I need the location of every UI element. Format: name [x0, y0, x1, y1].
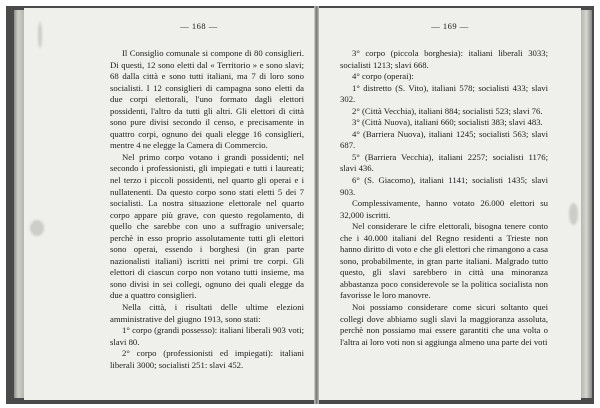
- paragraph: 2° (Città Vecchia), italiani 884; socialisti 523; slavi 76.: [352, 105, 543, 116]
- paper-stain: [30, 220, 44, 236]
- paragraph: 2° corpo (professionisti ed impiegati): italiani liberali 3000; socialisti 251: slavi 452.: [110, 348, 304, 370]
- paragraph: 4° (Barriera Nuova), italiani 1245; socialisti 563; slavi 687.: [340, 128, 548, 151]
- paragraph: Nella città, i risultati delle ultime elezioni amministrative del giugno 1913, sono stati:: [110, 302, 304, 324]
- paragraph: 6° (S. Giacomo), italiani 1141; socialisti 1435; slavi 903.: [340, 175, 548, 197]
- paragraph: 1° distretto (S. Vito), italiani 578; socialisti 433; slavi 302.: [340, 82, 548, 105]
- paragraph: 5° (Barriera Vecchia), italiani 2257; socialisti 1176; slavi 436.: [340, 151, 548, 174]
- page-edge-left: [14, 10, 24, 398]
- page-text: [110, 48, 304, 371]
- page-number: — 169 —: [431, 21, 469, 31]
- paragraph: Noi possiamo considerare come sicuri soltanto quei collegi dove abbiamo sugli slavi la maggioranza assoluta, perchè non possiamo mai essere garantiti che una volta o l'altra ai loro voti non si aggiunga almeno una parte dei voti: [340, 302, 548, 347]
- paragraph: 3° corpo (piccola borghesia): italiani liberali 3033; socialisti 1213; slavi 668.: [340, 48, 548, 70]
- paragraph: Complessivamente, hanno votato 26.000 elettori su 32,000 iscritti.: [340, 198, 548, 220]
- paper-stain: [38, 22, 42, 48]
- page-edge-right: [581, 10, 592, 398]
- paragraph: Il Consiglio comunale si compone di 80 consiglieri. Di questi, 12 sono eletti dal « Territorio » e sono slavi; 68 dalla città e sono tutti italiani, ma 7 di loro sono socialisti. I 12 consiglieri di campagna sono eletti da due corpi elettorali, l'uno formato dagli elettori possidenti, l'altro da tutti gli altri. Gli elettori di città sono pure divisi secondo il censo, e precisamente in quattro corpi, ognuno dei quali elegge 16 consiglieri, mentre 4 ne elegge la Camera di Commercio.: [110, 48, 304, 151]
- paragraph: 1° corpo (grandi possesso): italiani liberali 903 voti; slavi 80.: [110, 325, 304, 347]
- right-page: [319, 8, 581, 400]
- paragraph: 3° (Città Nuova), italiani 660; socialisti 383; slavi 483.: [352, 117, 543, 128]
- book-scan: [6, 6, 594, 404]
- paper-stain: [569, 203, 578, 225]
- page-text: [340, 48, 548, 348]
- left-page: [24, 8, 315, 400]
- paragraph: Nel primo corpo votano i grandi possidenti; nel secondo i professionisti, gli impiegati e tutti i laureati; nel terzo i piccoli possidenti, nel quarto gli operai e i nullatenenti. Da questo corpo sono stati eletti 5 dei 7 socialisti. La nostra situazione elettorale nel quarto corpo appare più grave, con questo regolamento, di quello che sarebbe con uno a suffragio universale; perchè in esso proprio assolutamente tutti gli elettori sono operai, essendo i borghesi (in gran parte nazionalisti italiani) iscritti nei primi tre corpi. Gli elettori di ciascun corpo non votano tutti insieme, ma sono divisi in sei collegi, ognuno dei quali elegge da due a quattro consiglieri.: [110, 151, 304, 301]
- paragraph: Nel considerare le cifre elettorali, bisogna tenere conto che i 40.000 italiani del Regno residenti a Trieste non hanno diritto di voto e che gli elettori che rimangono a casa sono, probabilmente, in gran parte italiani. Malgrado tutto questo, gli slavi sarebbero in città una minoranza abbastanza poco considerevole se la politica socialista non favorisse le loro manovre.: [340, 221, 548, 301]
- page-number: — 168 —: [180, 21, 218, 31]
- paragraph: 4° corpo (operai):: [352, 71, 414, 82]
